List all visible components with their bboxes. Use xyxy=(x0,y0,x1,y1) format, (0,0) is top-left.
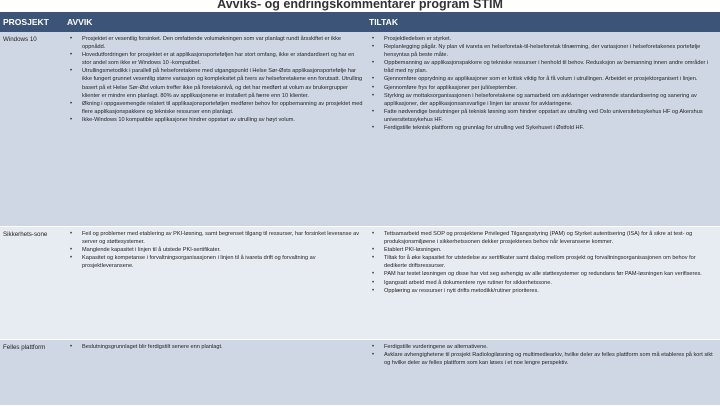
list-item: • Gjennomføre opprydning av applikasjoner som er kritisk viktig for å få volum i utrullingen. Arbeidet er prosjektorganisert i linjen. xyxy=(369,75,717,83)
avvik-cell xyxy=(64,32,366,227)
tiltak-cell xyxy=(366,227,720,340)
list-item: • Økning i oppgavemengde relatert til applikasjonsporteføljen medfører behov for oppbemanning av prosjektet med flere applikasjonspakkere og tekniske ressurser enn planlagt. xyxy=(67,100,363,116)
list-item: • PAM har testet løsningen og disse har vist seg avhengig av alle støttesystemer og redundans før PAM-løsningen kan verifiseres. xyxy=(369,270,717,278)
avvik-cell xyxy=(64,340,366,406)
project-name-cell: Windows 10 xyxy=(0,32,64,227)
list-item: • Styrking av mottaksorganisasjonen i helseforetakene og samarbeid om avklaringer vedrørende standardisering og sanering av applikasjoner, der applikasjonsansvarlige i linjen tar ansvar for avklaringene. xyxy=(369,92,717,108)
list-item: • Utrullingsmetodikk i parallell på helseforetakene med utgangspunkt i Helse Sør-Østs applikasjonsportefølje har ikke fungert grunnet vesentlig større variasjon og kompleksitet på tvers av helseforetakene enn forutsatt. Utrulling basert på et Helse Sør-Øst volum treffer ikke på foretaksnivå, og det har medført at volum av brukergrupper klienter er mindre enn planlagt. 80% av applikasjonene er installert på færre enn 10 klienter. xyxy=(67,67,363,99)
table-header-row xyxy=(0,12,720,32)
list-item: • Gjennomføre frys for applikasjoner per juli/september. xyxy=(369,84,717,92)
tiltak-cell xyxy=(366,32,720,227)
avvik-list xyxy=(67,343,363,351)
list-item: • Ferdigstille teknisk plattform og grunnlag for utrulling ved Sykehuset i Østfold HF. xyxy=(369,124,717,132)
list-item: • Tiltak for å øke kapasitet for utstedelse av sertifikater samt dialog mellom prosjekt og forvaltningsorganisasjonen om behov for dedikerte driftsressurser. xyxy=(369,254,717,270)
table-row xyxy=(0,340,720,406)
list-item: • Oppbemanning av applikasjonspakkere og tekniske ressurser i henhold til behov. Redusksjon av bemanning innen andre områder i tråd med ny plan. xyxy=(369,59,717,75)
list-item: • Etablert PKI-løsningen. xyxy=(369,246,717,254)
list-item: • Ikke-Windows 10 kompatible applikasjoner hindrer oppstart av utrulling av høyt volum. xyxy=(67,116,363,124)
list-item: • Prosjektet er vesentlig forsinket. Den omfattende volumøkningen som var planlagt rundt årsskiftet er ikke oppnådd. xyxy=(67,35,363,51)
header-prosjekt: PROSJEKT xyxy=(0,12,64,32)
avvik-list xyxy=(67,230,363,270)
list-item: • Feil og problemer med etablering av PKI-løsning, samt begrenset tilgang til ressurser, har forsinket leveranse av server og støttesystemer. xyxy=(67,230,363,246)
project-name-cell: Sikkerhets-sone xyxy=(0,227,64,340)
page-title: Avviks- og endringskommentarer program STIM xyxy=(217,0,503,11)
table-row xyxy=(0,227,720,340)
project-name-cell: Felles plattform xyxy=(0,340,64,406)
tiltak-list xyxy=(369,230,717,295)
list-item: • Tettsamarbeid med SOP og prosjektene Privileged Tilgangsstyring (PAM) og Styrket autentisering (ISA) for å sikre at test- og produksjonsmiljøene i sikkerhetssonen dekker prosjektenes behov når leveransene kommer. xyxy=(369,230,717,246)
list-item: • Prosjektledelsen er styrket. xyxy=(369,35,717,43)
list-item: • Fatte nødvendige beslutninger på teknisk løsning som hindrer oppstart av utrulling ved Oslo universitetssykehus HF og Akershus universitetssykehus HF. xyxy=(369,108,717,124)
tiltak-cell xyxy=(366,340,720,406)
table-row xyxy=(0,32,720,227)
list-item: • Ferdigstille vurderingene av alternativene. xyxy=(369,343,717,351)
header-avvik: AVVIK xyxy=(64,12,366,32)
list-item: • Kapasitet og kompetanse i forvaltningsorganisasjonen i linjen til å ivareta drift og forvaltning av prosjektleveransene. xyxy=(67,254,363,270)
list-item: • Beslutningsgrunnlaget blir ferdigstilt senere enn planlagt. xyxy=(67,343,363,351)
list-item: • Opplæring av ressurser i nytt drifts metodikk/rutiner prioriteres. xyxy=(369,287,717,295)
list-item: • Manglende kapasitet i linjen til å utstede PKI-sertifikater. xyxy=(67,246,363,254)
avvik-cell xyxy=(64,227,366,340)
list-item: • Avklare avhengighetene til prosjekt Radiologiløsning og multimediearkiv, hvilke deler av felles plattform som må etableres på kort sikt og hvilke deler av felles plattform som kan løses i et noe lengre perspektiv. xyxy=(369,351,717,367)
tiltak-list xyxy=(369,35,717,132)
header-tiltak: TILTAK xyxy=(366,12,720,32)
deviation-table xyxy=(0,12,720,406)
avvik-list xyxy=(67,35,363,124)
list-item: • Hovedutfordringen for prosjektet er at applikasjonsporteføljen har stort omfang, ikke er standardisert og har en stor andel som ikke er Windows 10 -kompatibel. xyxy=(67,51,363,67)
list-item: • Replanlegging pågår. Ny plan vil ivareta en helseforetak-til-helseforetak tilnærming, der variasjoner i helseforetakenes portefølje hensyntas på beste måte. xyxy=(369,43,717,59)
list-item: • Igangsatt arbeid med å dokumentere nye rutiner for sikkerhetssone. xyxy=(369,279,717,287)
tiltak-list xyxy=(369,343,717,367)
